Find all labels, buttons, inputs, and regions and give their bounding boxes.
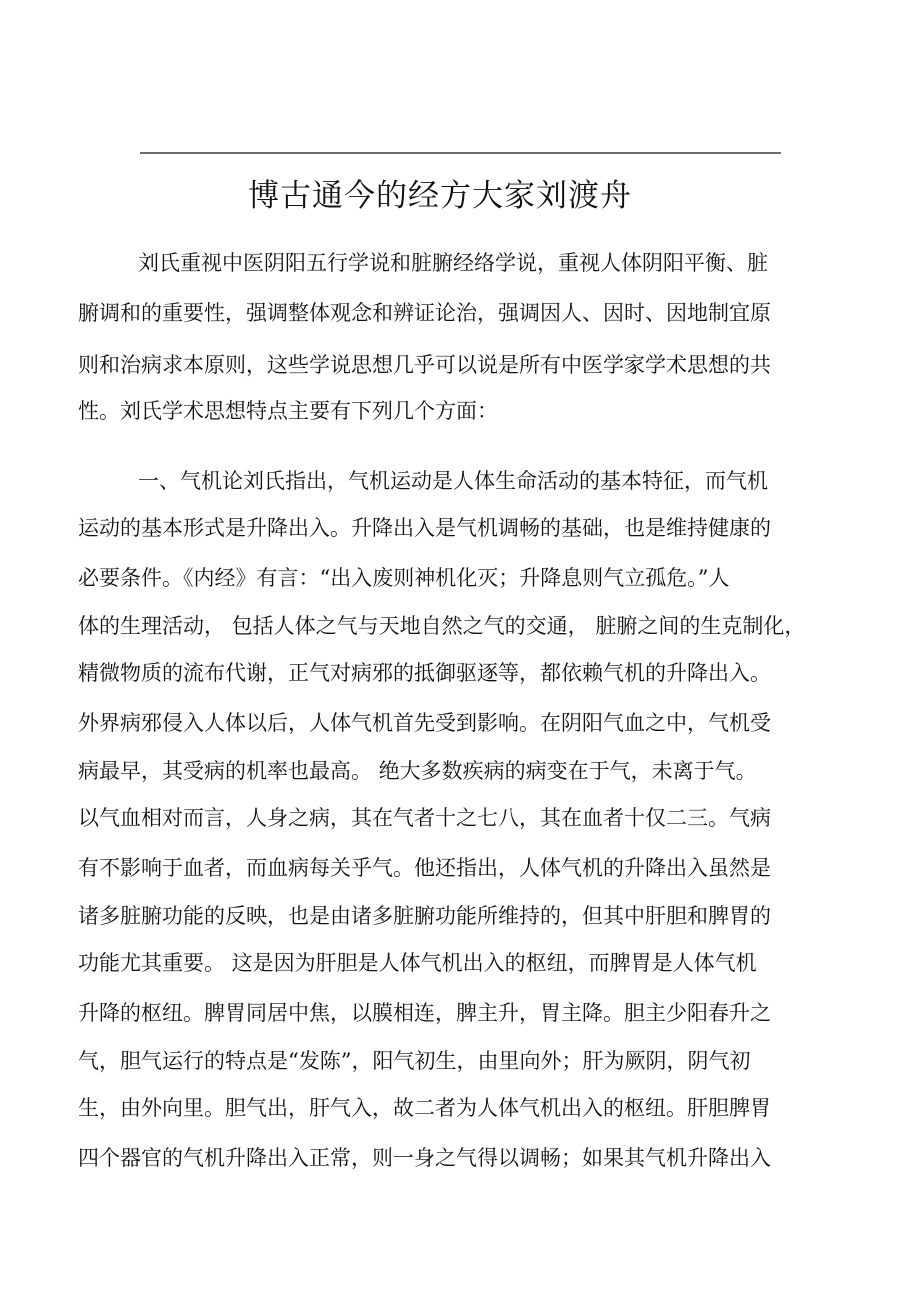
paragraph-2-line-11: 功能尤其重要。 这是因为肝胆是人体气机出入的枢纽，而脾胃是人体气机 [78, 951, 757, 975]
document-title: 博古通今的经方大家刘渡舟 [248, 178, 632, 214]
paragraph-1-line-3: 则和治病求本原则，这些学说思想几乎可以说是所有中医学家学术思想的共 [78, 353, 771, 377]
paragraph-2-line-5: 精微物质的流布代谢，正气对病邪的抵御驱逐等，都依赖气机的升降出入。 [78, 661, 771, 685]
paragraph-1-line-2: 腑调和的重要性，强调整体观念和辨证论治，强调因人、因时、因地制宜原 [78, 301, 771, 325]
header-rule [140, 152, 781, 154]
paragraph-2-line-2: 运动的基本形式是升降出入。升降出入是气机调畅的基础，也是维持健康的 [78, 516, 771, 540]
paragraph-2-line-9: 有不影响于血者，而血病每关乎气。他还指出，人体气机的升降出入虽然是 [78, 856, 771, 880]
paragraph-2-line-12: 升降的枢纽。脾胃同居中焦，以膜相连，脾主升，胃主降。胆主少阳春升之 [78, 1001, 771, 1025]
paragraph-2-line-15: 四个器官的气机升降出入正常，则一身之气得以调畅；如果其气机升降出入 [78, 1146, 771, 1170]
paragraph-2-line-6: 外界病邪侵入人体以后，人体气机首先受到影响。在阴阳气血之中，气机受 [78, 711, 771, 735]
paragraph-2-line-3: 必要条件。《内经》有言：“出入废则神机化灭；升降息则气立孤危。”人 [78, 566, 730, 590]
paragraph-2-line-4: 体的生理活动， 包括人体之气与天地自然之气的交通， 脏腑之间的生克制化， [78, 614, 806, 638]
paragraph-2-line-8: 以气血相对而言，人身之病，其在气者十之七八，其在血者十仅二三。气病 [78, 806, 771, 830]
paragraph-1-line-1: 刘氏重视中医阴阳五行学说和脏腑经络学说，重视人体阴阳平衡、脏 [138, 251, 768, 275]
paragraph-2-line-10: 诸多脏腑功能的反映，也是由诸多脏腑功能所维持的，但其中肝胆和脾胃的 [78, 904, 771, 928]
paragraph-1-line-4: 性。刘氏学术思想特点主要有下列几个方面： [78, 399, 498, 423]
paragraph-2-line-14: 生，由外向里。胆气出，肝气入，故二者为人体气机出入的枢纽。肝胆脾胃 [78, 1096, 771, 1120]
paragraph-2-line-7: 病最早，其受病的机率也最高。 绝大多数疾病的病变在于气，未离于气。 [78, 759, 757, 783]
paragraph-2-line-13: 气，胆气运行的特点是“发陈”，阳气初生，由里向外；肝为厥阴，阴气初 [78, 1049, 751, 1073]
paragraph-2-line-1: 一、气机论刘氏指出，气机运动是人体生命活动的基本特征，而气机 [138, 469, 768, 493]
